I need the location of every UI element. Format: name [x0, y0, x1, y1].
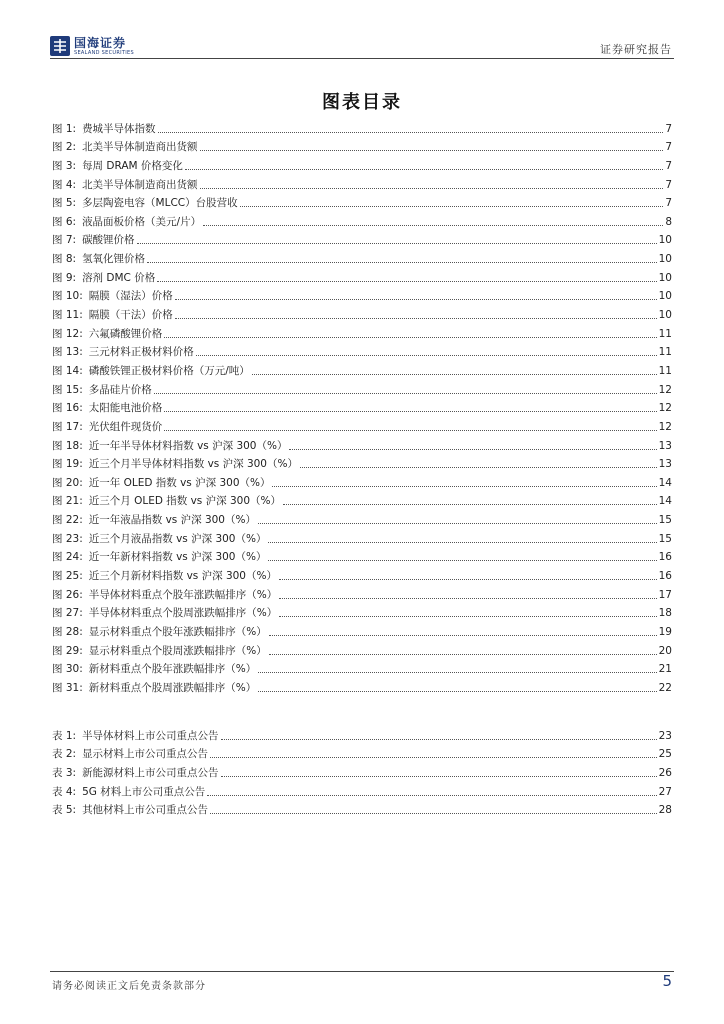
- toc-entry-page: 10: [658, 309, 672, 322]
- toc-dot-leader: [207, 795, 656, 796]
- toc-entry-title: 北美半导体制造商出货额: [82, 178, 198, 191]
- toc-entry-title: 费城半导体指数: [82, 122, 156, 135]
- toc-dot-leader: [300, 467, 657, 468]
- toc-entry-page: 14: [658, 476, 672, 489]
- toc-dot-leader: [221, 776, 657, 777]
- toc-dot-leader: [268, 560, 656, 561]
- figure-toc-entry[interactable]: [52, 266, 672, 285]
- toc-entry-title: 其他材料上市公司重点公告: [82, 804, 209, 817]
- toc-entry-number: 图 26:: [52, 588, 83, 601]
- toc-entry-title: 隔膜（干法）价格: [88, 309, 173, 322]
- figure-toc-entry[interactable]: [52, 210, 672, 229]
- toc-entry-number: 图 16:: [52, 402, 83, 415]
- page-header: [50, 30, 674, 60]
- toc-entry-page: 28: [658, 804, 672, 817]
- toc-entry-title: 半导体材料重点个股周涨跌幅排序（%）: [88, 607, 278, 620]
- toc-entry-title: 显示材料重点个股年涨跌幅排序（%）: [88, 625, 267, 638]
- toc-dot-leader: [210, 757, 657, 758]
- toc-entry-page: 7: [665, 159, 672, 172]
- toc-entry-page: 11: [658, 346, 672, 359]
- toc-entry-number: 图 21:: [52, 495, 83, 508]
- figure-toc-entry[interactable]: [52, 192, 672, 211]
- toc-entry-page: 12: [658, 402, 672, 415]
- toc-dot-leader: [157, 281, 656, 282]
- figure-toc-entry[interactable]: [52, 415, 672, 434]
- toc-entry-page: 15: [658, 514, 672, 527]
- toc-entry-title: 多晶硅片价格: [88, 383, 152, 396]
- figure-toc-entry[interactable]: [52, 546, 672, 565]
- toc-entry-page: 20: [658, 644, 672, 657]
- figure-list: [52, 117, 672, 695]
- footer-divider: [50, 971, 674, 972]
- figure-toc-entry[interactable]: [52, 397, 672, 416]
- toc-dot-leader: [200, 188, 664, 189]
- toc-entry-number: 图 27:: [52, 607, 83, 620]
- toc-entry-number: 图 4:: [52, 178, 77, 191]
- table-toc-entry[interactable]: [52, 780, 672, 799]
- logo-chinese-name: 国海证券: [74, 35, 127, 50]
- toc-entry-title: 太阳能电池价格: [88, 402, 163, 415]
- toc-entry-page: 19: [658, 625, 672, 638]
- figure-toc-entry[interactable]: [52, 490, 672, 509]
- toc-entry-page: 18: [658, 607, 672, 620]
- table-toc-entry[interactable]: [52, 761, 672, 780]
- figure-toc-entry[interactable]: [52, 359, 672, 378]
- toc-entry-title: 溶剂 DMC 价格: [82, 271, 156, 284]
- toc-entry-title: 北美半导体制造商出货额: [82, 141, 198, 154]
- toc-entry-page: 11: [658, 327, 672, 340]
- toc-entry-page: 12: [658, 383, 672, 396]
- toc-entry-number: 图 14:: [52, 364, 83, 377]
- toc-entry-number: 图 12:: [52, 327, 83, 340]
- toc-entry-number: 图 30:: [52, 663, 83, 676]
- toc-dot-leader: [210, 813, 657, 814]
- toc-entry-number: 图 17:: [52, 420, 83, 433]
- toc-entry-page: 13: [658, 439, 672, 452]
- header-divider: [50, 58, 674, 59]
- figure-toc-entry[interactable]: [52, 527, 672, 546]
- toc-entry-title: 半导体材料重点个股年涨跌幅排序（%）: [88, 588, 278, 601]
- toc-entry-number: 图 9:: [52, 271, 77, 284]
- toc-entry-page: 17: [658, 588, 672, 601]
- toc-entry-page: 8: [665, 215, 672, 228]
- toc-dot-leader: [269, 635, 657, 636]
- toc-entry-title: 近一年半导体材料指数 vs 沪深 300（%）: [88, 439, 288, 452]
- figure-toc-entry[interactable]: [52, 639, 672, 658]
- toc-dot-leader: [279, 579, 657, 580]
- toc-entry-page: 7: [665, 122, 672, 135]
- toc-dot-leader: [289, 449, 656, 450]
- toc-entry-number: 图 13:: [52, 346, 83, 359]
- toc-entry-page: 12: [658, 420, 672, 433]
- toc-entry-title: 新材料重点个股年涨跌幅排序（%）: [88, 663, 257, 676]
- toc-entry-number: 图 1:: [52, 122, 77, 135]
- toc-dot-leader: [175, 299, 657, 300]
- toc-dot-leader: [164, 337, 656, 338]
- toc-entry-number: 表 3:: [52, 766, 77, 779]
- toc-dot-leader: [200, 150, 664, 151]
- table-toc-entry[interactable]: [52, 743, 672, 762]
- figure-toc-entry[interactable]: [52, 620, 672, 639]
- toc-entry-number: 图 2:: [52, 141, 77, 154]
- toc-dot-leader: [240, 206, 664, 207]
- company-logo: [50, 33, 134, 59]
- toc-dot-leader: [268, 542, 656, 543]
- report-type-label: 证券研究报告: [600, 43, 672, 56]
- toc-entry-title: 新材料重点个股周涨跌幅排序（%）: [88, 681, 257, 694]
- toc-entry-page: 14: [658, 495, 672, 508]
- toc-entry-number: 表 5:: [52, 804, 77, 817]
- figure-toc-entry[interactable]: [52, 583, 672, 602]
- toc-entry-title: 显示材料重点个股周涨跌幅排序（%）: [88, 644, 267, 657]
- toc-dot-leader: [269, 654, 657, 655]
- toc-dot-leader: [279, 598, 656, 599]
- toc-entry-title: 近一年新材料指数 vs 沪深 300（%）: [88, 551, 267, 564]
- figure-toc-entry[interactable]: [52, 303, 672, 322]
- figure-toc-entry[interactable]: [52, 564, 672, 583]
- logo-english-name: SEALAND SECURITIES: [74, 49, 134, 56]
- toc-entry-page: 16: [658, 551, 672, 564]
- toc-entry-page: 10: [658, 271, 672, 284]
- toc-entry-number: 图 7:: [52, 234, 77, 247]
- toc-entry-title: 近三个月液晶指数 vs 沪深 300（%）: [88, 532, 267, 545]
- toc-dot-leader: [283, 504, 657, 505]
- toc-entry-number: 图 15:: [52, 383, 83, 396]
- toc-dot-leader: [252, 374, 657, 375]
- toc-entry-page: 7: [665, 178, 672, 191]
- toc-entry-number: 表 1:: [52, 729, 77, 742]
- figure-toc-entry[interactable]: [52, 136, 672, 155]
- figure-toc-entry[interactable]: [52, 229, 672, 248]
- toc-entry-page: 27: [658, 785, 672, 798]
- toc-entry-page: 11: [658, 364, 672, 377]
- toc-entry-page: 10: [658, 234, 672, 247]
- toc-entry-number: 图 10:: [52, 290, 83, 303]
- toc-entry-number: 图 24:: [52, 551, 83, 564]
- toc-entry-number: 图 22:: [52, 514, 83, 527]
- toc-entry-title: 液晶面板价格（美元/片）: [82, 215, 202, 228]
- toc-entry-title: 三元材料正极材料价格: [88, 346, 194, 359]
- toc-entry-number: 图 29:: [52, 644, 83, 657]
- toc-entry-title: 隔膜（湿法）价格: [88, 290, 173, 303]
- footer-disclaimer: 请务必阅读正文后免责条款部分: [52, 981, 206, 992]
- toc-entry-page: 23: [658, 729, 672, 742]
- figure-toc-entry[interactable]: [52, 471, 672, 490]
- toc-dot-leader: [147, 262, 657, 263]
- toc-entry-number: 图 28:: [52, 625, 83, 638]
- figure-toc-entry[interactable]: [52, 154, 672, 173]
- toc-entry-number: 图 23:: [52, 532, 83, 545]
- toc-entry-number: 图 25:: [52, 570, 83, 583]
- toc-entry-page: 21: [658, 663, 672, 676]
- toc-dot-leader: [158, 132, 664, 133]
- toc-dot-leader: [203, 225, 663, 226]
- figure-toc-entry[interactable]: [52, 117, 672, 136]
- toc-entry-page: 26: [658, 766, 672, 779]
- figure-toc-entry[interactable]: [52, 341, 672, 360]
- figure-toc-entry[interactable]: [52, 378, 672, 397]
- toc-entry-page: 13: [658, 458, 672, 471]
- table-toc-entry[interactable]: [52, 799, 672, 818]
- toc-entry-number: 图 6:: [52, 215, 77, 228]
- toc-dot-leader: [164, 411, 656, 412]
- toc-entry-title: 近一年 OLED 指数 vs 沪深 300（%）: [88, 476, 271, 489]
- toc-dot-leader: [272, 486, 656, 487]
- toc-entry-page: 15: [658, 532, 672, 545]
- toc-entry-page: 7: [665, 197, 672, 210]
- figure-toc-entry[interactable]: [52, 285, 672, 304]
- toc-dot-leader: [221, 739, 657, 740]
- toc-entry-title: 六氟磷酸锂价格: [88, 327, 163, 340]
- toc-entry-page: 25: [658, 748, 672, 761]
- figure-toc-entry[interactable]: [52, 434, 672, 453]
- page-number: 5: [662, 972, 672, 990]
- toc-entry-number: 表 2:: [52, 748, 77, 761]
- table-toc-entry[interactable]: [52, 724, 672, 743]
- toc-entry-number: 图 31:: [52, 681, 83, 694]
- page-title: 图表目录: [322, 92, 402, 113]
- toc-dot-leader: [154, 393, 657, 394]
- toc-entry-page: 7: [665, 141, 672, 154]
- toc-entry-title: 磷酸铁锂正极材料价格（万元/吨）: [88, 364, 250, 377]
- toc-entry-title: 氢氧化锂价格: [82, 253, 146, 266]
- toc-entry-number: 图 5:: [52, 197, 77, 210]
- toc-entry-number: 图 18:: [52, 439, 83, 452]
- toc-entry-title: 碳酸锂价格: [82, 234, 135, 247]
- toc-dot-leader: [137, 243, 657, 244]
- figure-toc-entry[interactable]: [52, 173, 672, 192]
- figure-toc-entry[interactable]: [52, 676, 672, 695]
- toc-entry-title: 半导体材料上市公司重点公告: [82, 729, 219, 742]
- toc-dot-leader: [258, 672, 656, 673]
- toc-entry-title: 每周 DRAM 价格变化: [82, 159, 183, 172]
- sealand-logo-icon: [50, 36, 70, 56]
- toc-dot-leader: [258, 523, 657, 524]
- table-list: [52, 724, 672, 817]
- toc-entry-title: 近三个月 OLED 指数 vs 沪深 300（%）: [88, 495, 281, 508]
- toc-entry-title: 显示材料上市公司重点公告: [82, 748, 209, 761]
- toc-dot-leader: [279, 616, 656, 617]
- toc-entry-page: 10: [658, 253, 672, 266]
- figure-toc-entry[interactable]: [52, 508, 672, 527]
- toc-entry-number: 图 20:: [52, 476, 83, 489]
- figure-toc-entry[interactable]: [52, 322, 672, 341]
- toc-dot-leader: [164, 430, 656, 431]
- figure-toc-entry[interactable]: [52, 453, 672, 472]
- toc-dot-leader: [185, 169, 663, 170]
- toc-entry-number: 图 3:: [52, 159, 77, 172]
- figure-toc-entry[interactable]: [52, 658, 672, 677]
- figure-toc-entry[interactable]: [52, 602, 672, 621]
- toc-entry-title: 新能源材料上市公司重点公告: [82, 766, 219, 779]
- toc-entry-title: 近一年液晶指数 vs 沪深 300（%）: [88, 514, 256, 527]
- toc-entry-title: 近三个月新材料指数 vs 沪深 300（%）: [88, 570, 277, 583]
- toc-entry-title: 多层陶瓷电容（MLCC）台股营收: [82, 197, 238, 210]
- toc-dot-leader: [258, 691, 656, 692]
- toc-entry-title: 5G 材料上市公司重点公告: [82, 785, 206, 798]
- figure-toc-entry[interactable]: [52, 247, 672, 266]
- toc-entry-title: 光伏组件现货价: [88, 420, 163, 433]
- toc-entry-number: 表 4:: [52, 785, 77, 798]
- toc-entry-title: 近三个月半导体材料指数 vs 沪深 300（%）: [88, 458, 298, 471]
- toc-entry-number: 图 8:: [52, 253, 77, 266]
- toc-entry-number: 图 19:: [52, 458, 83, 471]
- toc-dot-leader: [196, 355, 657, 356]
- toc-entry-page: 10: [658, 290, 672, 303]
- toc-entry-page: 22: [658, 681, 672, 694]
- toc-entry-page: 16: [658, 570, 672, 583]
- toc-dot-leader: [175, 318, 657, 319]
- toc-entry-number: 图 11:: [52, 309, 83, 322]
